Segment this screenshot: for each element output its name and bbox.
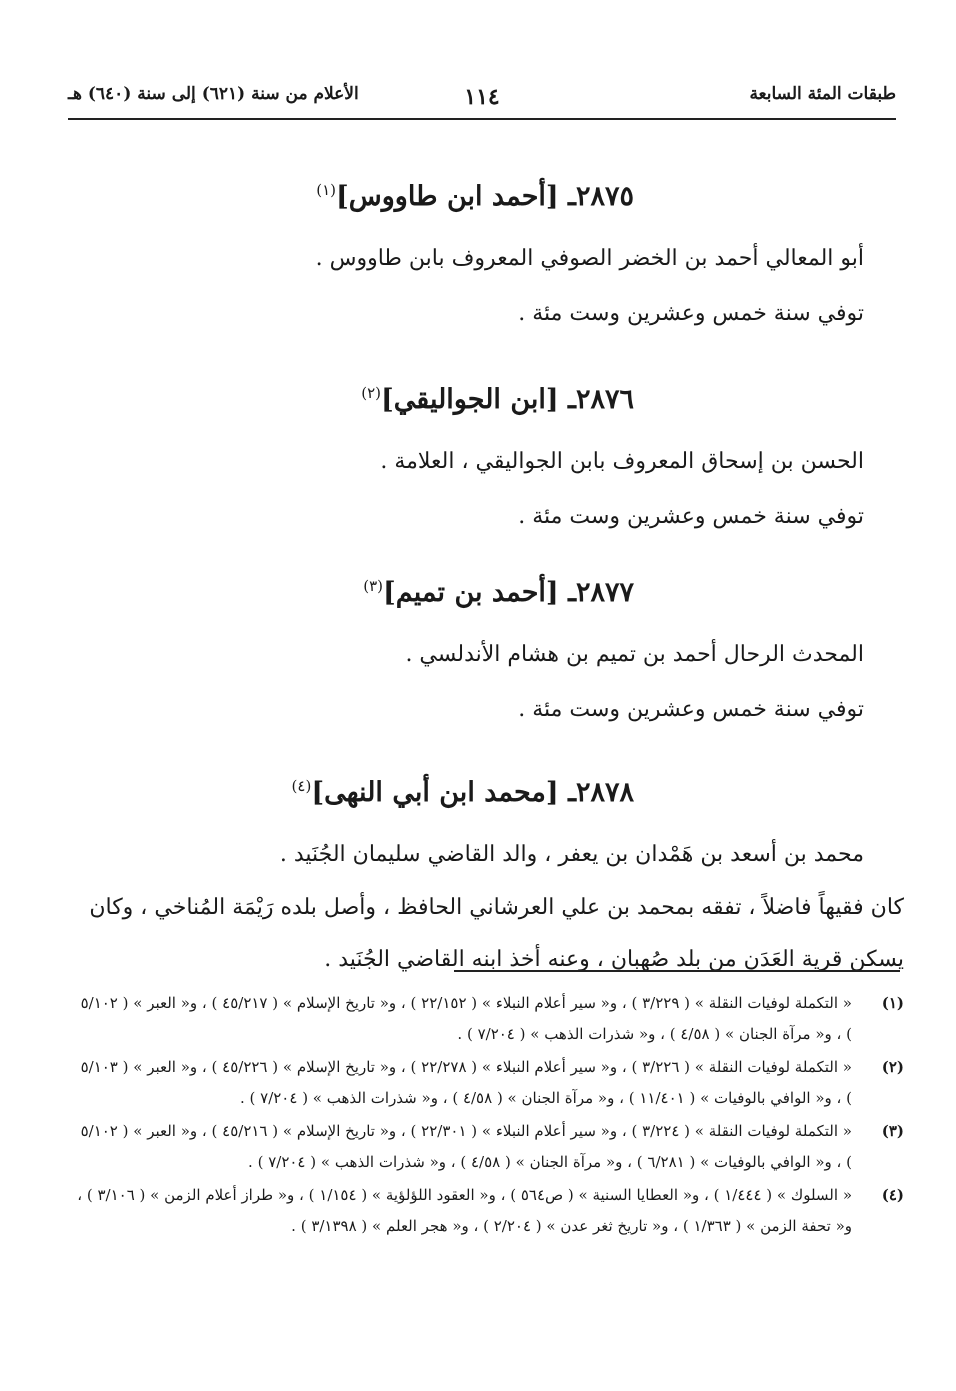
- footnote-ref[interactable]: (٤): [291, 777, 312, 795]
- footnotes: [70, 988, 904, 1244]
- page-number: ١١٤: [464, 84, 500, 110]
- section-title: طبقات المئة السابعة: [749, 84, 896, 104]
- footnote-ref[interactable]: (٢): [361, 384, 381, 402]
- entry-2878: [68, 766, 904, 986]
- entry-heading: [68, 373, 864, 420]
- entry-2877: [68, 566, 864, 737]
- entry-title: ٢٨٧٥ـ [أحمد ابن طاووس]: [336, 181, 634, 212]
- footnote-number: (٢): [881, 1058, 904, 1076]
- footnote: [70, 1116, 904, 1178]
- volume-range: الأعلام من سنة (٦٢١) إلى سنة (٦٤٠) هـ: [68, 84, 359, 104]
- footnote: [70, 1180, 904, 1242]
- footnote-divider: [454, 970, 900, 972]
- entry-text: توفي سنة خمس وعشرين وست مئة .: [518, 697, 864, 722]
- footnote-text: « التكملة لوفيات النقلة » ( ٣/٢٢٩ ) ، و« سير أعلام النبلاء » ( ٢٢/١٥٢ ) ، و« تاريخ الإسلام » ( ٤٥/٢١٧ ) ، و« العبر » ( ٥/١٠٢ ) ، و« مرآة الجنان » ( ٤/٥٨ ) ، و« شذرات الذهب » ( ٧/٢٠٤ ) .: [80, 994, 852, 1043]
- entry-heading: [68, 566, 864, 613]
- footnote-number: (٣): [881, 1122, 904, 1140]
- entry-title: ٢٨٧٨ـ [محمد ابن أبي النهى]: [311, 777, 634, 808]
- footnote-number: (٤): [881, 1186, 904, 1204]
- footnote-text: « السلوك » ( ١/٤٤٤ ) ، و« العطايا السنية » ( ص٥٦٤ ) ، و« العقود اللؤلؤية » ( ١/١٥٤ ) ، و« طراز أعلام الزمن » ( ٣/١٠٦ ) ، و« تحفة الزمن » ( ١/٣٦٣ ) ، و« تاريخ ثغر عدن » ( ٢/٢٠٤ ) ، و« هجر العلم » ( ٣/١٣٩٨ ) .: [77, 1186, 852, 1235]
- footnote-ref[interactable]: (١): [316, 181, 337, 199]
- footnote-ref[interactable]: (٣): [363, 577, 384, 595]
- entry-title: ٢٨٧٦ـ [ابن الجواليقي]: [381, 384, 634, 415]
- entry-text: توفي سنة خمس وعشرين وست مئة .: [518, 301, 864, 326]
- entry-text: أبو المعالي أحمد بن الخضر الصوفي المعروف بابن طاووس .: [315, 246, 864, 271]
- entry-heading: [68, 170, 864, 217]
- entry-text: الحسن بن إسحاق المعروف بابن الجواليقي ، العلامة .: [380, 449, 864, 474]
- entry-text: محمد بن أسعد بن هَمْدان بن يعفر ، والد القاضي سليمان الجُنَيد .: [279, 842, 864, 867]
- footnote-number: (١): [881, 994, 904, 1012]
- footnote-text: « التكملة لوفيات النقلة » ( ٣/٢٢٦ ) ، و« سير أعلام النبلاء » ( ٢٢/٢٧٨ ) ، و« تاريخ الإسلام » ( ٤٥/٢٢٦ ) ، و« العبر » ( ٥/١٠٣ ) ، و« الوافي بالوفيات » ( ١١/٤٠١ ) ، و« مرآة الجنان » ( ٤/٥٨ ) ، و« شذرات الذهب » ( ٧/٢٠٤ ) .: [80, 1058, 852, 1107]
- entry-text: كان فقيهاً فاضلاً ، تفقه بمحمد بن علي العرشاني الحافظ ، وأصل بلده رَيْمَة المُناخي ، وكان يسكن قرية العَدَن من بلد صُهبان ، وعنه أخذ ابنه القاضي الجُنَيد .: [89, 895, 904, 972]
- entry-heading: [68, 766, 864, 813]
- footnote: [70, 988, 904, 1050]
- entry-2876: [68, 373, 864, 544]
- entry-title: ٢٨٧٧ـ [أحمد بن تميم]: [383, 577, 634, 608]
- running-header: [68, 78, 896, 120]
- entry-text: توفي سنة خمس وعشرين وست مئة .: [518, 504, 864, 529]
- footnote: [70, 1052, 904, 1114]
- entry-2875: [68, 170, 864, 341]
- entry-text: المحدث الرحال أحمد بن تميم بن هشام الأندلسي .: [405, 642, 864, 667]
- footnote-text: « التكملة لوفيات النقلة » ( ٣/٢٢٤ ) ، و« سير أعلام النبلاء » ( ٢٢/٣٠١ ) ، و« تاريخ الإسلام » ( ٤٥/٢١٦ ) ، و« العبر » ( ٥/١٠٢ ) ، و« الوافي بالوفيات » ( ٦/٢٨١ ) ، و« مرآة الجنان » ( ٤/٥٨ ) ، و« شذرات الذهب » ( ٧/٢٠٤ ) .: [80, 1122, 852, 1171]
